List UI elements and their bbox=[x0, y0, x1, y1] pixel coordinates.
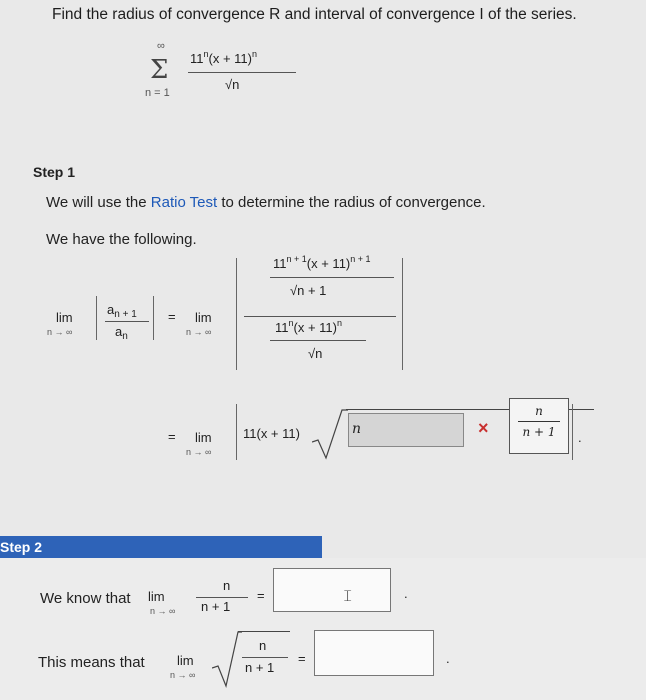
ratio-test-sentence bbox=[46, 194, 486, 211]
radicand-input-box[interactable] bbox=[348, 413, 464, 447]
step2a-equals: = bbox=[257, 588, 265, 603]
a-den-sub: n bbox=[122, 331, 128, 342]
num-mid: (x + 11) bbox=[208, 51, 252, 66]
step2b-frac-num: n bbox=[259, 638, 267, 653]
lim-label-step2a: lim bbox=[148, 589, 165, 604]
sqrt-overline-step2 bbox=[238, 631, 290, 632]
abs-bar-left-open bbox=[96, 296, 97, 340]
step2-title: Step 2 bbox=[0, 539, 43, 555]
big-den-top bbox=[275, 318, 342, 335]
big-num-bottom: √n + 1 bbox=[290, 283, 327, 298]
big-main-bar bbox=[244, 316, 396, 317]
step1-title: Step 1 bbox=[33, 164, 76, 180]
series-denominator: √n bbox=[225, 77, 240, 92]
means-that-text: This means that bbox=[38, 654, 145, 671]
step2b-period: . bbox=[446, 651, 450, 666]
big-num-mid: (x + 11) bbox=[306, 256, 351, 271]
row2-period: . bbox=[578, 430, 582, 445]
big-den-exp: n bbox=[288, 318, 294, 328]
lim-sub-row2: n → ∞ bbox=[186, 447, 212, 457]
series-numerator bbox=[190, 49, 257, 66]
lim-sub-step2a: n → ∞ bbox=[150, 606, 176, 616]
step2a-frac-num: n bbox=[223, 578, 231, 593]
big-den-exp2: n bbox=[336, 318, 342, 328]
a-den: a bbox=[115, 324, 123, 339]
lim-label-step2b: lim bbox=[177, 653, 194, 668]
num-exp1: n bbox=[203, 49, 209, 59]
question-text: Find the radius of convergence R and interval of convergence I of the series. bbox=[52, 6, 577, 23]
big-num-top bbox=[273, 254, 371, 271]
abs-bar-big-open bbox=[236, 258, 237, 370]
sigma-symbol: Σ bbox=[150, 55, 169, 85]
lim-sub-left: n → ∞ bbox=[47, 327, 73, 337]
lim-sub-step2b: n → ∞ bbox=[170, 670, 196, 680]
sentence-pre: We will use the bbox=[46, 194, 151, 211]
step2a-period: . bbox=[404, 586, 408, 601]
ratio-numerator bbox=[107, 302, 137, 320]
fraction-answer-box[interactable] bbox=[509, 398, 569, 454]
lim-label-left: lim bbox=[56, 310, 73, 325]
lim-label-row2: lim bbox=[195, 430, 212, 445]
step2b-equals: = bbox=[298, 651, 306, 666]
have-following-text: We have the following. bbox=[46, 231, 197, 248]
know-that-text: We know that bbox=[40, 590, 131, 607]
abs-bar-big-close bbox=[402, 258, 403, 370]
sqrt-sign-row2 bbox=[312, 408, 348, 462]
lim-sub-mid: n → ∞ bbox=[186, 327, 212, 337]
big-num-exp2: n + 1 bbox=[350, 254, 371, 264]
step2a-frac-den: n + 1 bbox=[201, 599, 231, 614]
fraction-box-bar bbox=[518, 421, 560, 422]
big-den-base: 11 bbox=[275, 320, 289, 335]
big-den-bottom: √n bbox=[308, 346, 323, 361]
sentence-post: to determine the radius of convergence. bbox=[217, 194, 486, 211]
row2-expression: 11(x + 11) bbox=[243, 426, 300, 441]
big-num-bar bbox=[270, 277, 394, 278]
equals-1: = bbox=[168, 309, 176, 324]
text-cursor-icon: 𝙸 bbox=[342, 586, 354, 605]
big-den-mid: (x + 11) bbox=[293, 320, 337, 335]
a-num-sub: n + 1 bbox=[114, 309, 137, 320]
limit-answer-box-1[interactable] bbox=[273, 568, 391, 612]
abs-bar-left-close bbox=[153, 296, 154, 340]
lim-label-mid: lim bbox=[195, 310, 212, 325]
sqrt-sign-step2 bbox=[212, 630, 242, 688]
series-fraction-bar bbox=[188, 72, 296, 73]
limit-answer-box-2[interactable] bbox=[314, 630, 434, 676]
abs-bar-row2-close bbox=[572, 404, 573, 460]
equals-2: = bbox=[168, 429, 176, 444]
num-base: 11 bbox=[190, 51, 204, 66]
step2b-frac-bar bbox=[242, 657, 288, 658]
ratio-fraction-bar bbox=[105, 321, 149, 322]
num-exp2: n bbox=[251, 49, 257, 59]
abs-bar-row2-open bbox=[236, 404, 237, 460]
a-num: a bbox=[107, 302, 115, 317]
fraction-box-denominator: n + 1 bbox=[522, 425, 556, 439]
big-num-base: 11 bbox=[273, 256, 287, 271]
big-num-exp: n + 1 bbox=[286, 254, 307, 264]
step2b-frac-den: n + 1 bbox=[245, 660, 275, 675]
sum-lower-limit: n = 1 bbox=[145, 87, 170, 99]
ratio-test-link[interactable]: Ratio Test bbox=[150, 194, 218, 211]
fraction-box-numerator: n bbox=[535, 404, 543, 418]
step2a-frac-bar bbox=[196, 597, 248, 598]
ratio-denominator bbox=[115, 324, 128, 342]
x-mark-icon: × bbox=[478, 418, 489, 438]
big-den-bar bbox=[270, 340, 366, 341]
sum-upper-limit: ∞ bbox=[157, 40, 165, 52]
radicand-entry-text: n bbox=[352, 421, 362, 437]
